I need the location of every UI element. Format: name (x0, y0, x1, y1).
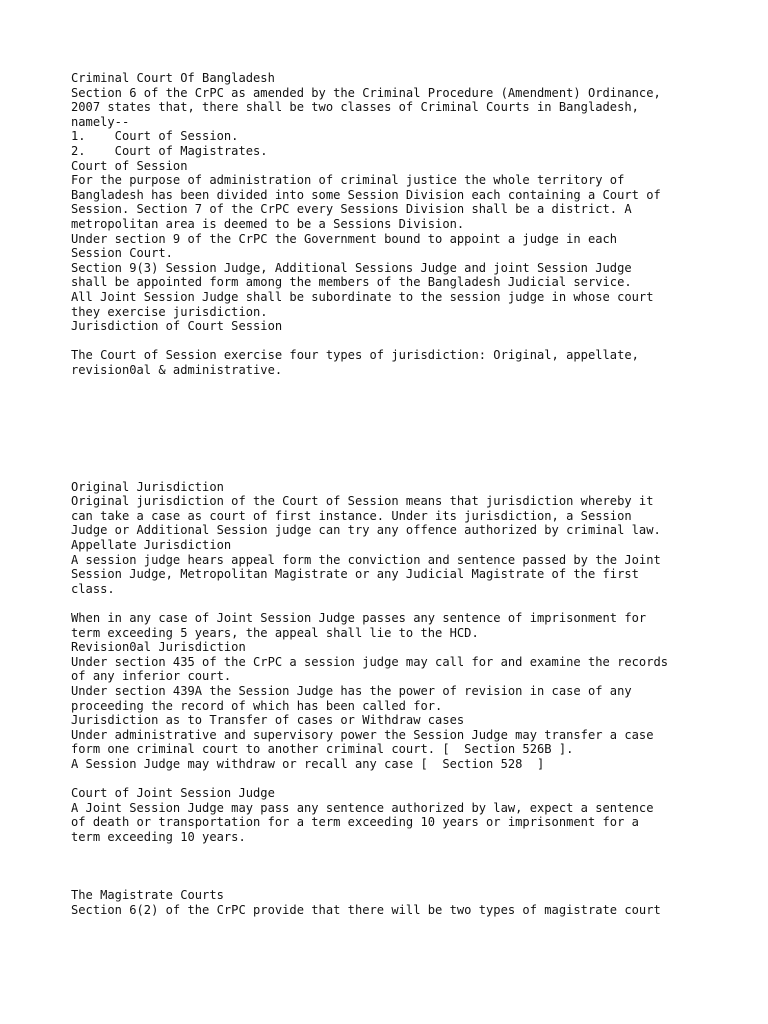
text-line: metropolitan area is deemed to be a Sessions Division. (71, 216, 465, 231)
text-line (71, 450, 711, 465)
text-line: Court of Session (71, 158, 188, 173)
text-line: revision0al & administrative. (71, 362, 283, 377)
text-line: namely-- (71, 114, 130, 129)
text-line: proceeding the record of which has been called for. (71, 698, 443, 713)
text-line: term exceeding 10 years. (71, 829, 246, 844)
text-line: Under section 435 of the CrPC a session judge may call for and examine the records (71, 654, 669, 669)
text-line: class. (71, 581, 115, 596)
text-line: Section 6 of the CrPC as amended by the Criminal Procedure (Amendment) Ordinance, (71, 85, 661, 100)
text-line (71, 421, 711, 436)
text-line (71, 772, 711, 787)
text-line (71, 436, 711, 451)
text-line: of any inferior court. (71, 669, 232, 684)
text-line: Revision0al Jurisdiction (71, 640, 246, 655)
text-line: Jurisdiction as to Transfer of cases or Withdraw cases (71, 713, 465, 728)
text-line: term exceeding 5 years, the appeal shall lie to the HCD. (71, 625, 479, 640)
text-line: For the purpose of administration of criminal justice the whole territory of (71, 173, 625, 188)
text-line (71, 844, 711, 859)
text-line: Bangladesh has been divided into some Session Division each containing a Court of (71, 187, 661, 202)
text-line: Judge or Additional Session judge can try any offence authorized by criminal law. (71, 523, 661, 538)
text-line: form one criminal court to another criminal court. [ Section 526B ]. (71, 742, 574, 757)
text-line: Section 6(2) of the CrPC provide that there will be two types of magistrate court (71, 902, 661, 917)
text-line: Original jurisdiction of the Court of Session means that jurisdiction whereby it (71, 494, 654, 509)
text-line (71, 392, 711, 407)
text-line (71, 407, 711, 422)
text-line: The Magistrate Courts (71, 888, 224, 903)
text-line (71, 377, 711, 392)
text-line: All Joint Session Judge shall be subordinate to the session judge in whose court (71, 289, 654, 304)
text-line (71, 859, 711, 874)
text-line: 2007 states that, there shall be two classes of Criminal Courts in Bangladesh, (71, 100, 639, 115)
text-line: A session judge hears appeal form the conviction and sentence passed by the Joint (71, 552, 661, 567)
text-line: Session Judge, Metropolitan Magistrate or any Judicial Magistrate of the first (71, 567, 639, 582)
text-line: 1. Court of Session. (71, 129, 239, 144)
text-line (71, 334, 711, 349)
text-line: Session. Section 7 of the CrPC every Sessions Division shall be a district. A (71, 202, 632, 217)
text-line: of death or transportation for a term exceeding 10 years or imprisonment for a (71, 815, 639, 830)
text-line: A Session Judge may withdraw or recall any case [ Section 528 ] (71, 756, 545, 771)
text-line (71, 874, 711, 889)
text-line: Section 9(3) Session Judge, Additional Sessions Judge and joint Session Judge (71, 260, 632, 275)
text-line: shall be appointed form among the members of the Bangladesh Judicial service. (71, 275, 632, 290)
text-line: A Joint Session Judge may pass any sentence authorized by law, expect a sentence (71, 800, 654, 815)
text-line (71, 596, 711, 611)
text-line: Appellate Jurisdiction (71, 538, 232, 552)
text-line (71, 465, 711, 480)
text-line: Under section 439A the Session Judge has the power of revision in case of any (71, 683, 632, 698)
text-line: Jurisdiction of Court Session (71, 319, 283, 334)
text-line: 2. Court of Magistrates. (71, 143, 268, 158)
document-body (71, 71, 711, 917)
text-line: Court of Joint Session Judge (71, 786, 275, 801)
text-line: The Court of Session exercise four types of jurisdiction: Original, appellate, (71, 348, 639, 363)
text-line: they exercise jurisdiction. (71, 304, 268, 319)
text-line: Session Court. (71, 246, 173, 261)
text-line: Original Jurisdiction (71, 479, 224, 494)
text-line: can take a case as court of first instance. Under its jurisdiction, a Session (71, 508, 632, 523)
text-line: Under administrative and supervisory power the Session Judge may transfer a case (71, 727, 654, 742)
text-line: Criminal Court Of Bangladesh (71, 71, 275, 85)
text-line: Under section 9 of the CrPC the Government bound to appoint a judge in each (71, 231, 618, 246)
text-line: When in any case of Joint Session Judge passes any sentence of imprisonment for (71, 610, 647, 625)
